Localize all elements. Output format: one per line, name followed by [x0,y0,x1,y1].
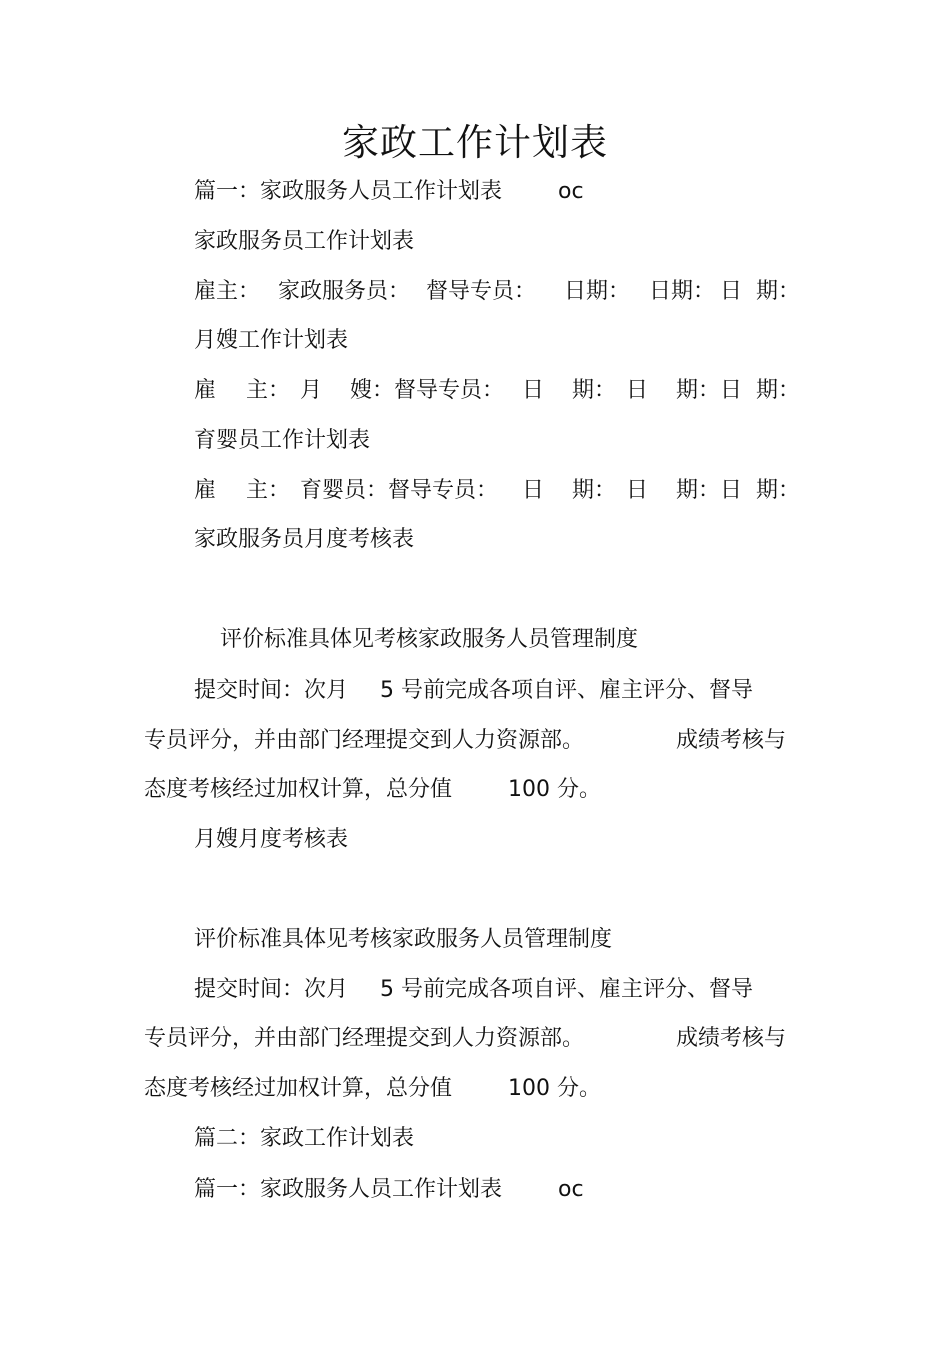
text-segment: 育婴员工作计划表 [194,428,371,453]
text-segment: 雇 [194,478,217,503]
text-segment: 月嫂工作计划表 [194,328,349,353]
text-segment: 主： [246,478,291,503]
text-segment: 日期： [649,279,716,304]
paragraph-line [194,326,348,356]
paragraph-line [194,525,414,555]
text-segment: 雇主： [194,279,261,304]
text-segment: 态度考核经过加权计算，总分值 [144,777,453,802]
text-segment: 家政服务员： [278,279,411,304]
text-segment: 提交时间：次月 [194,977,349,1002]
text-segment: 期： [756,478,801,503]
paragraph-line [194,426,370,456]
text-segment: 成绩考核与 [676,728,787,753]
text-segment: 日 [522,478,545,503]
paragraph-line [194,925,612,955]
text-segment: 成绩考核与 [676,1026,787,1051]
text-segment: 日 [626,478,649,503]
text-segment: 篇二：家政工作计划表 [194,1126,415,1151]
text-segment: 期： [572,378,617,403]
text-segment: 日期： [564,279,631,304]
text-segment: 100 分。 [508,1076,601,1101]
paragraph-line [194,1124,414,1154]
text-segment: 月嫂月度考核表 [194,827,349,852]
text-segment: 5 号前完成各项自评、雇主评分、督导 [380,678,753,703]
text-segment: 期： [756,279,801,304]
text-segment: 期： [756,378,801,403]
text-segment: 期： [572,478,617,503]
text-segment: 期：日 [676,378,743,403]
text-segment: 篇一：家政服务人员工作计划表 [194,1177,503,1202]
text-segment: 日 [522,378,545,403]
text-segment: 育婴员：督导专员： [300,478,499,503]
text-segment: 态度考核经过加权计算，总分值 [144,1076,453,1101]
paragraph-line [194,227,414,257]
text-segment: 100 分。 [508,777,601,802]
text-segment: 雇 [194,378,217,403]
text-segment: oc [558,179,584,204]
text-segment: 提交时间：次月 [194,678,349,703]
text-segment: 专员评分，并由部门经理提交到人力资源部。 [144,1026,585,1051]
text-segment: 家政服务员工作计划表 [194,229,415,254]
text-segment: 5 号前完成各项自评、雇主评分、督导 [380,977,753,1002]
text-segment: 专员评分，并由部门经理提交到人力资源部。 [144,728,585,753]
text-segment: 评价标准具体见考核家政服务人员管理制度 [220,627,639,652]
text-segment: 日 [626,378,649,403]
text-segment: 评价标准具体见考核家政服务人员管理制度 [194,927,613,952]
text-segment: 期：日 [676,478,743,503]
text-segment: 日 [720,279,743,304]
text-segment: oc [558,1177,584,1202]
text-segment: 嫂：督导专员： [350,378,505,403]
paragraph-line [220,625,638,655]
text-segment: 篇一：家政服务人员工作计划表 [194,179,503,204]
text-segment: 督导专员： [426,279,537,304]
text-segment: 主： [246,378,291,403]
paragraph-line [194,825,348,855]
text-segment: 月 [300,378,323,403]
page-title: 家政工作计划表 [342,121,608,164]
text-segment: 家政服务员月度考核表 [194,527,415,552]
